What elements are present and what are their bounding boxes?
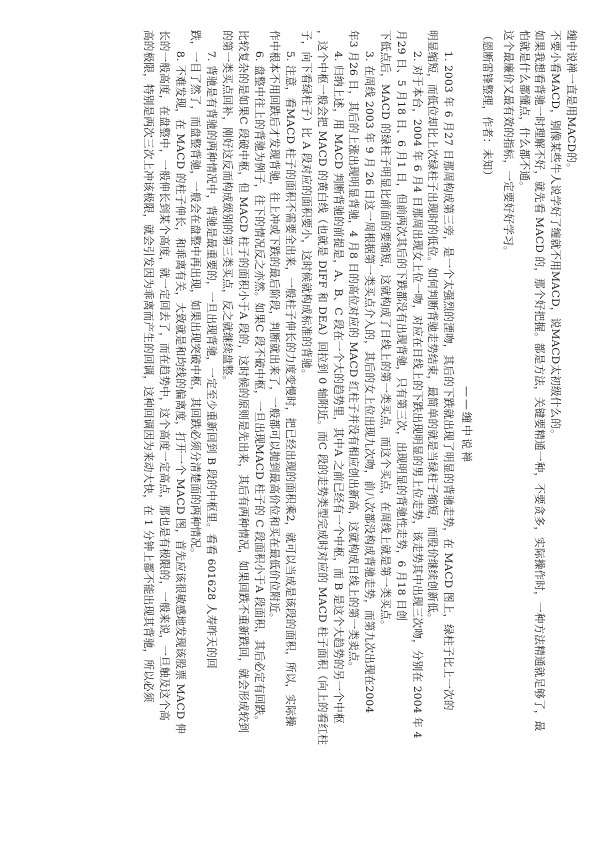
body-line: 2. 对于本台，2004 年 6 月4 日那周出现女上位一吻，对应在日线上的下跌出现明显的男上位走势，该走势其中出现三次吻，分别在 2004 年 4 xyxy=(410,51,423,739)
article-title: ——缠中说禅 xyxy=(460,386,474,464)
body-line: ，这个中枢一般会把 MACD 的黄白线（也就是 DIFF 和 DEA）回拉到 0 轴附近。而C 段的走势类型完成时对应的 MACD 柱子面积（向上的看红柱 xyxy=(315,30,328,746)
source-line: （恩断雷锋整理，作者：未知） xyxy=(481,30,494,182)
article-body xyxy=(139,30,455,820)
header-line: 怕就是什么都懂点，什么都不通。 xyxy=(517,30,530,192)
header-line: 这个最廉价又最有效的指标，一定要好好学习。 xyxy=(501,30,514,257)
body-line: 6. 盘整中往上的背驰为例子，往下的情况反之亦然。如果C 段不破中枢，一旦出现MACD 柱子的 C 段面积小于A 段面积，其后必定有回跌。 xyxy=(252,51,265,727)
body-line: 明显缩短，而低位却比上次绿柱子出现时的低位。如何判断背驰走势结束，最简单的就是当绿柱子缩短，而股价继续创新低。 xyxy=(426,30,439,624)
header-line: 不要小看MACD，别像某些牛人说学好了缠就不用MACD，说MACD太初级什么的。 xyxy=(549,30,562,440)
body-line: 5. 注意，看MACD 柱子的面积不需要全出来，一般柱子伸长的力度变慢时，把已经出现的面积乘2，就可以当成是该段的面积，所以，实际操 xyxy=(284,51,297,727)
body-line: 3. 在周线 2003 年 9 月 26 日这一周根据第一类买点介入的，其后的女上位出现九次吻，前八次都没构成背驰走势，而第九次出现在2004 xyxy=(363,51,376,714)
body-line: 4. 归纳上述，用 MACD 判断背驰的前提是，A、B、C 段在一个大的趋势里，其中A 之前已经有一个中枢，而 B 是这个大趋势的另一个中枢 xyxy=(331,51,344,724)
body-line: 子，向下看绿柱子）比 A 段对应的面积要小，这时候就构成标准的背驰。 xyxy=(300,30,313,380)
header-block xyxy=(499,30,578,820)
body-line: 1. 2003 年 6 月27 日那周构成第三旁，是一个太强烈的湮吻，其后的下跌就出现了明显的背驰走势，在 MACD 图上，绿柱子比上一次的 xyxy=(442,51,455,711)
body-line: 的第一类买点回补，刚好这反而构成级别的第三类买点，反之就继续盘整。 xyxy=(221,30,234,387)
body-line: 高的极限，特别是两次三次上冲该极限，就会引发因为乖离而产生的回调，这种回调因为来动大快，在 1 分钟上都不能出现其背驰，所以必须 xyxy=(142,30,155,703)
body-line: 下低点后，MACD 的绿柱子明显比前面的要缩短，这就构成了日线上的第一类买点，而这个买点，在周线上就是第一类买点。 xyxy=(379,30,392,631)
body-line: 跌，一目了然了，而盘整背驰，一般会在盘整中再出现，如果出现突破中枢，其回跌必须分清楚面的两种情况。 xyxy=(189,30,202,559)
header-line: 如果我想看背驰一时理解不好，就先看 MACD 的，那个好把握。都是方法，关键要精通一种，不要贪多，实际操作时，一种方法精通就足够了，最 xyxy=(533,30,546,732)
body-line: 作中根本不用回跌后才发现背驰，往上冲或下跌的最后阶段，判断就出来了，一般都可以抛到最高价位和买在最低价位附近。 xyxy=(268,30,281,624)
body-line: 长的一般高度，在盘整中，一般伸长到某个高度，就一定回去了，而在趋势中，这个高度一定高点，那也是有极限的，一般来说，一旦触及这个高 xyxy=(157,30,170,721)
body-line: 8. 不难发现，在 MACD 的柱子伸长，和乖离有关，大致就是和均线的偏离度，打开一个 MACD 图，首先应该很敏感地发现该股票 MACD 伸 xyxy=(173,51,186,734)
body-line: 比较复杂的是如果C 段破中枢，但 MACD 柱子的面积小于A 段的，这时候的原则是先出来，其后有两种情况，如果回跌不重新跌回，就会形成较到 xyxy=(236,30,249,734)
body-line: 7. 背驰是有背驰的两种情况中，背驰是最重要的，一旦出现背驰，一定至少重新回到 B 段的中枢里。看看 601628 人寿昨天的回 xyxy=(205,51,218,669)
body-line: 月29 日、5 月18 日、6 月1 日，但前两次其后的下跌都没有出现背驰，只有第三次，出现明显的背驰性走势，6 月18 日创 xyxy=(394,30,407,621)
body-line: 年3 月26 日，其后的上涨出现明显背驰，4 月8 日的高位对应的 MACD 红柱子并没有相应创出新高，这就构成日线上的第一类卖点。 xyxy=(347,30,360,673)
header-line: 缠中说禅一直是用MACD的。 xyxy=(565,30,577,174)
